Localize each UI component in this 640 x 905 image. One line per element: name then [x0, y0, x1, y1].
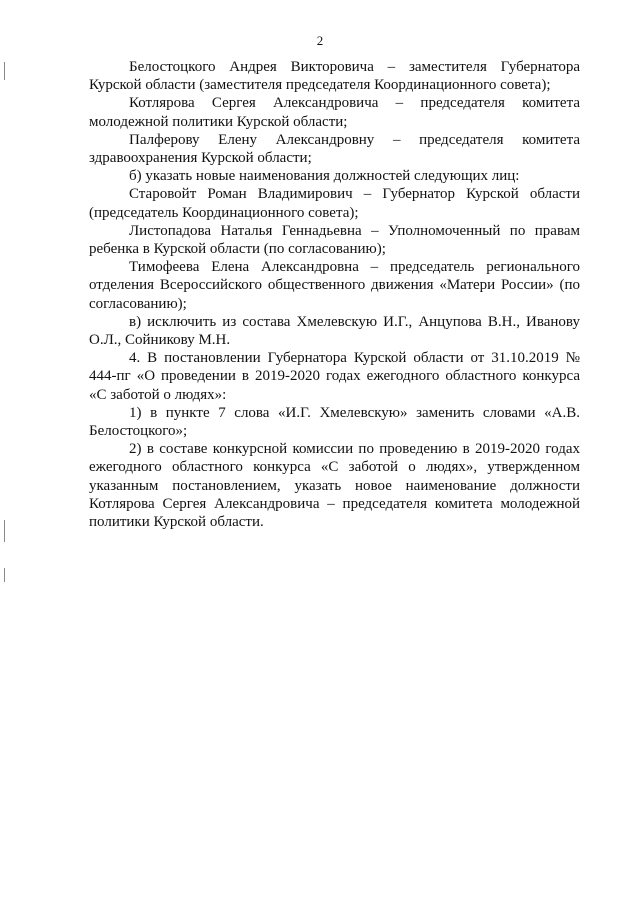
paragraph-subitem-1: 1) в пункте 7 слова «И.Г. Хмелевскую» заменить словами «А.В. Белостоцкого»; — [89, 404, 580, 440]
scan-edge-mark — [4, 62, 5, 80]
paragraph-listopadova: Листопадова Наталья Геннадьевна – Уполномоченный по правам ребенка в Курской области (по согласованию); — [89, 222, 580, 258]
document-body — [89, 58, 580, 531]
paragraph-item-b: б) указать новые наименования должностей следующих лиц: — [129, 168, 520, 185]
paragraph-timofeeva: Тимофеева Елена Александровна – председатель регионального отделения Всероссийского общественного движения «Матери России» (по согласованию); — [89, 259, 580, 312]
paragraph-subitem-2: 2) в составе конкурсной комиссии по проведению в 2019-2020 годах ежегодного областного конкурса «С заботой о людях», утвержденном указанным постановлением, указать новое наименование должности Котлярова Сергея Александровича – председателя комитета молодежной политики Курской области. — [89, 441, 580, 531]
scan-edge-mark — [4, 568, 5, 582]
page-number: 2 — [316, 33, 324, 48]
paragraph-item-v: в) исключить из состава Хмелевскую И.Г., Анцупова В.Н., Иванову О.Л., Сойникову М.Н. — [89, 313, 580, 349]
paragraph-belostotsky: Белостоцкого Андрея Викторовича – заместителя Губернатора Курской области (заместителя председателя Координационного совета); — [89, 59, 580, 94]
paragraph-starovoit: Старовойт Роман Владимирович – Губернатор Курской области (председатель Координационного совета); — [89, 186, 580, 221]
scan-edge-mark — [4, 520, 5, 542]
paragraph-palferova: Палферову Елену Александровну – председателя комитета здравоохранения Курской области; — [89, 131, 580, 167]
paragraph-section-4: 4. В постановлении Губернатора Курской области от 31.10.2019 № 444-пг «О проведении в 2019-2020 годах ежегодного областного конкурса «С заботой о людях»: — [89, 350, 580, 403]
paragraph-kotlyarov: Котлярова Сергея Александровича – председателя комитета молодежной политики Курской области; — [89, 95, 580, 130]
